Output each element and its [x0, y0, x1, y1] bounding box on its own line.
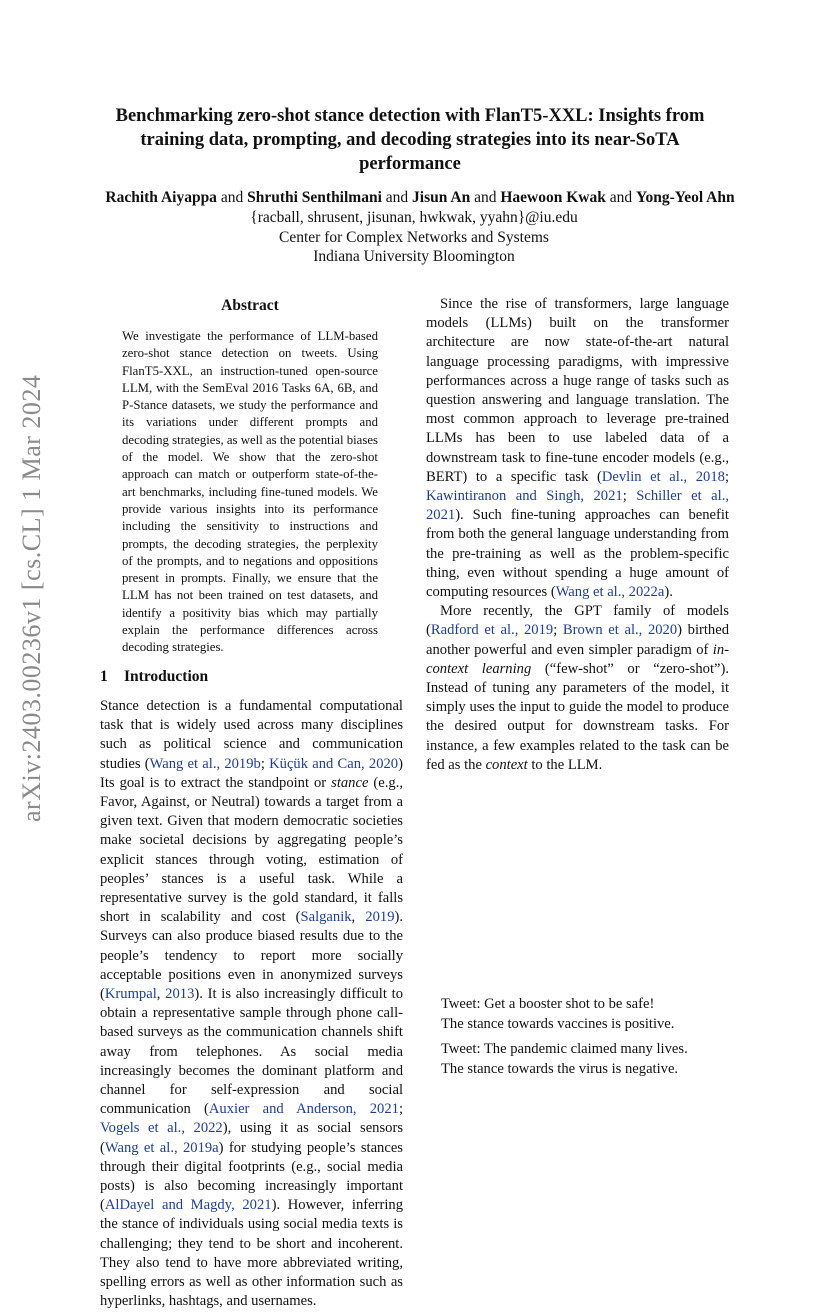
citation-link[interactable]: Vogels et al., 2022 — [100, 1120, 223, 1137]
author-separator: and — [609, 189, 633, 206]
citation-link[interactable]: 2019 — [365, 909, 395, 926]
example-stance: The stance towards the virus is negative. — [441, 1060, 679, 1077]
author-name: Shruthi Senthilmani — [247, 189, 382, 206]
author-emails: {racball, shrusent, jisunan, hwkwak, yyahn}@iu.edu — [250, 209, 578, 226]
citation-link[interactable]: Brown et al., 2020 — [562, 622, 678, 639]
section-number: 1 — [100, 668, 108, 685]
left-column-body — [100, 697, 403, 1312]
intro-paragraph-3: More recently, the GPT family of models (Radford et al., 2019; Brown et al., 2020) birthed another powerful and even simpler paradigm of in-context learning (“few-shot” or “zero-shot”). Instead of tuning any parameters of the model, it simply uses the input to guide the model to produce the desired output for downstream tasks. For instance, a few examples related to the task can be fed as the context to the LLM. — [426, 603, 729, 773]
author-name: Haewoon Kwak — [500, 189, 606, 206]
citation-link[interactable]: AlDayel and Magdy, 2021 — [104, 1197, 272, 1214]
citation-link[interactable]: Radford et al., 2019 — [430, 622, 554, 639]
affiliation-university: Indiana University Bloomington — [313, 248, 515, 265]
citation-link[interactable]: Küçük and Can, 2020 — [269, 755, 399, 772]
prompt-example — [441, 1040, 731, 1079]
author-name: Yong-Yeol Ahn — [635, 189, 735, 206]
affiliation-center: Center for Complex Networks and Systems — [279, 228, 549, 246]
section-heading — [100, 668, 208, 686]
citation-link[interactable]: 2013 — [165, 986, 195, 1003]
author-separator: and — [474, 189, 497, 206]
author-name: Rachith Aiyappa — [105, 189, 217, 206]
author-name: Jisun An — [412, 189, 471, 206]
example-stance: The stance towards vaccines is positive. — [441, 1015, 675, 1032]
example-tweet: Tweet: Get a booster shot to be safe! — [441, 996, 655, 1012]
intro-paragraph-1: Stance detection is a fundamental computational task that is widely used across many disciplines such as political science and communication studies (Wang et al., 2019b; Küçük and Can, 2020) Its goal is to extract the standpoint or stance (e.g., Favor, Against, or Neutral) towards a target from a given text. Given that modern democratic societies make societal decisions by aggregating people’s explicit stances through voting, estimation of peoples’ stances is a useful task. While a representative survey is the gold standard, it falls short in scalability and cost (Salganik, 2019). Surveys can also produce biased results due to the people’s tendency to report more socially acceptable positions even in anonymized surveys (Krumpal, 2013). It is also increasingly difficult to obtain a representative sample through phone call-based surveys as the communication channels shift away from telephones. As social media increasingly becomes the dominant platform and channel for self-expression and social communication (Auxier and Anderson, 2021; Vogels et al., 2022), using it as social sensors (Wang et al., 2019a) for studying people’s stances through their digital footprints (e.g., social media posts) is also becoming increasingly important (AlDayel and Magdy, 2021). However, inferring the stance of individuals using social media texts is challenging; they tend to be short and incoherent. They also tend to have more abbreviated writing, spelling errors as well as other information such as hyperlinks, hashtags, and usernames. — [100, 698, 403, 1310]
right-column-body — [426, 295, 729, 775]
citation-link[interactable]: Devlin et al., 2018 — [601, 468, 725, 485]
abstract-heading: Abstract — [221, 297, 279, 314]
arxiv-identifier: arXiv:2403.00236v1 [cs.CL] 1 Mar 2024 — [17, 374, 46, 822]
author-list — [40, 188, 800, 208]
example-tweet: Tweet: The pandemic claimed many lives. — [441, 1041, 688, 1057]
author-separator: and — [220, 189, 244, 206]
citation-link[interactable]: Auxier and Anderson, 2021 — [208, 1101, 399, 1118]
citation-link[interactable]: Kawintiranon and Singh, 2021 — [426, 488, 623, 505]
citation-link[interactable]: Wang et al., 2019b — [149, 755, 261, 772]
intro-paragraph-2: Since the rise of transformers, large language models (LLMs) built on the transformer architecture are now state-of-the-art natural language processing paradigms, with impressive performances across a huge range of tasks such as question answering and language translation. The most common approach to leverage pre-trained LLMs has been to use labeled data of a downstream task to fine-tune encoder models (e.g., BERT) to a specific task (Devlin et al., 2018; Kawintiranon and Singh, 2021; Schiller et al., 2021). Such fine-tuning approaches can benefit from both the general language understanding from the pre-training as well as the problem-specific thing, even without spending a huge amount of computing resources (Wang et al., 2022a). — [426, 296, 729, 601]
author-separator: and — [385, 189, 409, 206]
section-title: Introduction — [124, 668, 209, 685]
paper-title: Benchmarking zero-shot stance detection with FlanT5-XXL: Insights from training data, prompting, and decoding strategies into its near-SoTA performance — [115, 106, 705, 174]
citation-link[interactable]: Salganik — [300, 909, 352, 926]
abstract-text: We investigate the performance of LLM-based zero-shot stance detection on tweets. Using FlanT5-XXL, an instruction-tuned open-source LLM, with the SemEval 2016 Tasks 6A, 6B, and P-Stance datasets, we study the performance and its variations under different prompts and decoding strategies, as well as the potential biases of the model. We show that the zero-shot approach can match or outperform state-of-the-art benchmarks, including fine-tuned models. We provide various insights into its performance including the sensitivity to instructions and prompts, the decoding strategies, the perplexity of the prompts, and to negations and oppositions present in prompts. Finally, we ensure that the LLM has not been trained on test datasets, and identify a positivity bias which may partially explain the performance differences across decoding strategies. — [122, 329, 378, 655]
prompt-example — [441, 995, 731, 1034]
citation-link[interactable]: Schiller et al., 2021 — [426, 488, 729, 524]
citation-link[interactable]: Krumpal — [104, 986, 157, 1003]
citation-link[interactable]: Wang et al., 2019a — [104, 1139, 219, 1156]
citation-link[interactable]: Wang et al., 2022a — [555, 584, 665, 601]
affiliation-block — [100, 208, 728, 267]
